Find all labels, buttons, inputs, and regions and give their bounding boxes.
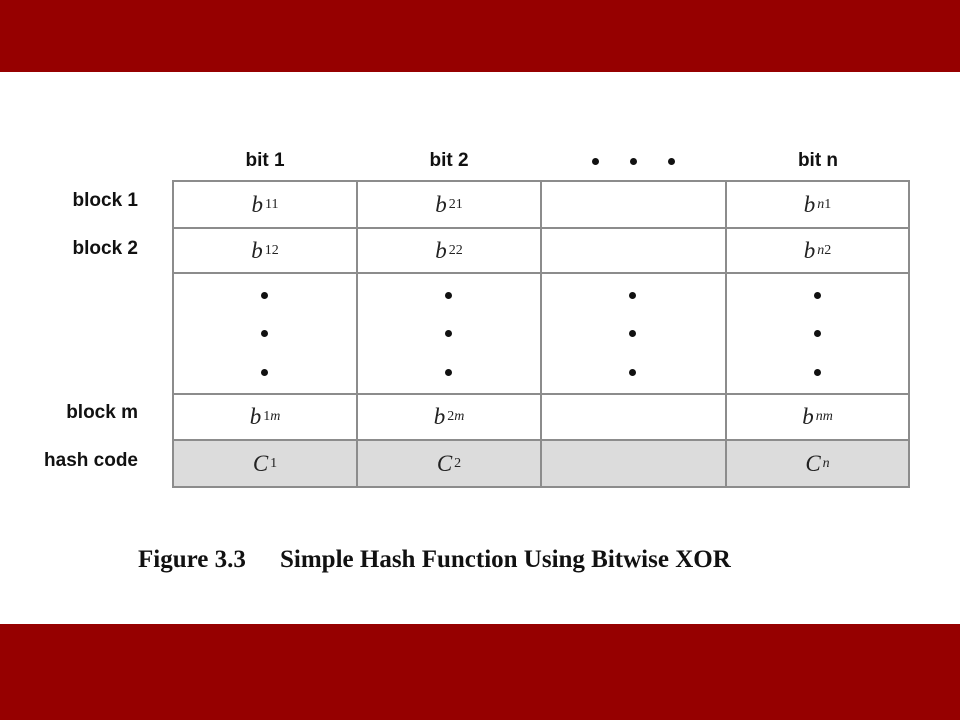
column-header-bit-n: bit n xyxy=(797,150,839,171)
cell-cn: C n xyxy=(805,450,830,476)
column-header-bit-2: bit 2 xyxy=(429,150,469,171)
top-banner xyxy=(0,0,960,72)
grid-line xyxy=(540,180,542,488)
cell-b21: b 21 xyxy=(435,191,463,217)
cell-b22: b 22 xyxy=(435,237,463,263)
cell-b1m: b 1m xyxy=(249,404,281,429)
cell-bn1: b n1 xyxy=(803,191,832,217)
row-label-block-2: block 2 xyxy=(72,238,138,259)
cell-b11: b 11 xyxy=(251,191,279,217)
row-label-hash-code: hash code xyxy=(44,450,138,471)
column-header-bit-1: bit 1 xyxy=(245,150,285,171)
cell-bn2: b n2 xyxy=(803,237,832,263)
cell-b12: b 12 xyxy=(251,237,279,263)
figure-number: Figure 3.3 xyxy=(138,546,246,573)
cell-c1: C 1 xyxy=(252,450,278,476)
figure-title: Simple Hash Function Using Bitwise XOR xyxy=(280,546,731,573)
cell-b2m: b 2m xyxy=(433,404,465,429)
horizontal-ellipsis-icon xyxy=(590,152,680,172)
row-label-block-m: block m xyxy=(66,402,138,423)
cell-c2: C 2 xyxy=(436,450,462,476)
figure-caption xyxy=(138,544,898,576)
bottom-banner xyxy=(0,624,960,720)
grid-line xyxy=(908,180,910,488)
row-label-block-1: block 1 xyxy=(72,190,138,211)
cell-bnm: b nm xyxy=(802,404,833,429)
